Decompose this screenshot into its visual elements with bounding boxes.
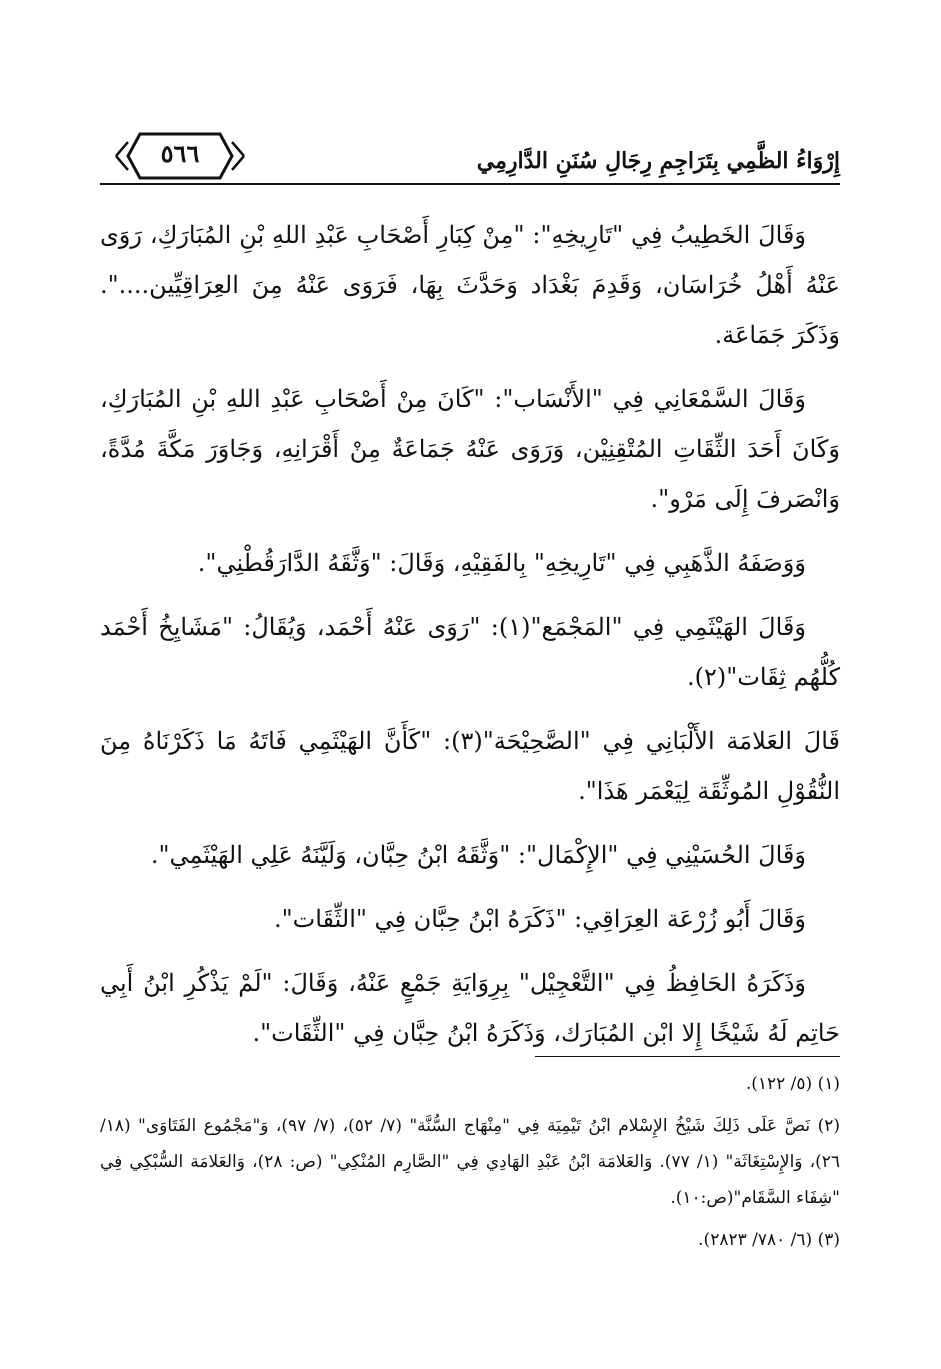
page-number: ٥٦٦ [160, 139, 200, 168]
page-header [100, 128, 840, 188]
running-title: إِرْوَاءُ الظَّمِي بِتَرَاجِمِ رِجَالِ سُنَنِ الدَّارِمِي [476, 148, 840, 174]
footnote: (٣) (٦/ ٧٨٠/ ٢٨٢٣). [698, 1230, 840, 1250]
paragraph: وَقَالَ الحُسَيْنِي فِي "الإِكْمَال": "وَثَّقَهُ ابْنُ حِبَّان، وَلَيَّنَهُ عَلِي الهَيْثَمِي". [150, 841, 806, 869]
paragraph: وَذَكَرَهُ الحَافِظُ فِي "التَّعْجِيْل" بِرِوَايَةِ جَمْعٍ عَنْهُ، وَقَالَ: "لَمْ يَذْكُرِ ابْنُ أَبِي حَاتِم لَهُ شَيْخًا إِلا ابْن المُبَارَك، وَذَكَرَهُ ابْنُ حِبَّان فِي "الثِّقَات". [100, 969, 840, 1047]
main-text [100, 210, 840, 1072]
paragraph: قَالَ العَلامَة الأَلْبَانِي فِي "الصَّحِيْحَة"(٣): "كَأَنَّ الهَيْثَمِي فَاتَهُ مَا ذَكَرْنَاهُ مِنَ النُّقُوْلِ المُوثِّقَة لِيَعْمَر هَذَا". [100, 727, 840, 805]
footnote: (١) (٥/ ١٢٢). [745, 1074, 840, 1094]
footnotes [100, 1066, 840, 1264]
paragraph: وَقَالَ الهَيْثَمِي فِي "المَجْمَع"(١): "رَوَى عَنْهُ أَحْمَد، وَيُقَالُ: "مَشَايِخُ أَحْمَد كُلُّهُم ثِقَات"(٢). [100, 613, 840, 691]
header-rule [100, 183, 840, 185]
paragraph: وَوَصَفَهُ الذَّهَبِي فِي "تَارِيخِهِ" بِالفَقِيْهِ، وَقَالَ: "وَثَّقَهُ الدَّارَقُطْنِي". [197, 549, 806, 577]
footnote-separator [535, 1056, 840, 1057]
paragraph: وَقَالَ أَبُو زُرْعَة العِرَاقِي: "ذَكَرَهُ ابْنُ حِبَّان فِي "الثِّقَات". [273, 905, 806, 933]
footnote: (٢) نَصَّ عَلَى ذَلِكَ شَيْخُ الإِسْلام ابْنُ تَيْمِيَة فِي "مِنْهَاج السُّنَّة" (٧/ ٥٢)، (٧/ ٩٧)، وَ"مَجْمُوع الفَتَاوَى" (١٨/ ٢٦)، وَالإِسْتِغَاثَة" (١/ ٧٧). وَالعَلامَة ابْنُ عَبْدِ الهَادِي فِي "الصَّارِم المُنْكِي" (ص: ٢٨)، وَالعَلامَة السُّبْكِي فِي "شِفَاء السَّقَام"(ص:١٠). [100, 1116, 841, 1208]
paragraph: وَقَالَ السَّمْعَانِي فِي "الأَنْسَاب": "كَانَ مِنْ أَصْحَابِ عَبْدِ اللهِ بْنِ المُبَارَكِ، وَكَانَ أَحَدَ الثِّقَاتِ المُتْقِنِيْن، وَرَوَى عَنْهُ جَمَاعَةٌ مِنْ أَقْرَانِهِ، وَجَاوَرَ مَكَّةَ مُدَّةً، وَانْصَرفَ إِلَى مَرْو". [100, 385, 840, 513]
paragraph: وَقَالَ الخَطِيبُ فِي "تَارِيخِهِ": "مِنْ كِبَارِ أَصْحَابِ عَبْدِ اللهِ بْنِ المُبَارَكِ، رَوَى عَنْهُ أَهْلُ خُرَاسَان، وَقَدِمَ بَغْدَاد وَحَدَّثَ بِهَا، فَرَوَى عَنْهُ مِنَ العِرَاقِيِّين....". وَذَكَرَ جَمَاعَة. [100, 221, 840, 349]
page-number-ornament [110, 128, 250, 184]
